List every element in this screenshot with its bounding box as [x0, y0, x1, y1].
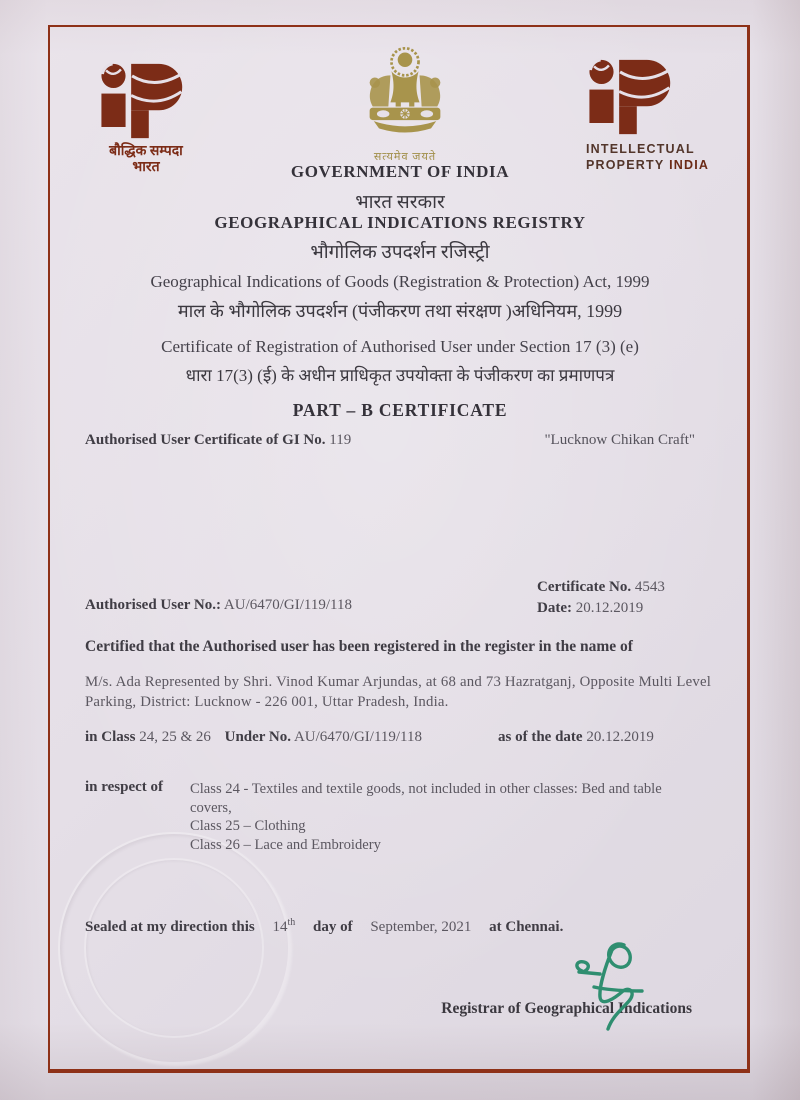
- section-title-hi: धारा 17(3) (ई) के अधीन प्राधिकृत उपयोक्ता के पंजीकरण का प्रमाणपत्र: [185, 366, 615, 385]
- certificate-number-line: [537, 577, 665, 598]
- as-of-date-label: as of the date: [498, 729, 583, 745]
- sealed-day-ordinal: th: [287, 917, 296, 928]
- embossed-seal: [58, 832, 290, 1064]
- sealed-prefix: Sealed at my direction this: [85, 919, 255, 935]
- date-label: Date:: [537, 600, 572, 616]
- authorised-user-number-row: [85, 597, 352, 614]
- authorised-user-no-label: Authorised User No.:: [85, 597, 221, 613]
- sealed-month: September, 2021: [370, 919, 472, 935]
- logo-caption-hindi-line1: बौद्धिक सम्पदा: [109, 144, 183, 159]
- embossed-seal-inner-ring: [84, 858, 264, 1038]
- authorised-user-no-value: AU/6470/GI/119/118: [223, 597, 352, 613]
- title-government-hi: भारत सरकार: [355, 192, 445, 213]
- registrant-details: M/s. Ada Represented by Shri. Vinod Kumar Arjundas, at 68 and 73 Hazratganj, Opposite Multi Level Parking, District: Lucknow - 226 001, Uttar Pradesh, India.: [85, 674, 712, 710]
- logo-caption-en-line1: INTELLECTUAL: [586, 142, 695, 156]
- certified-statement: Certified that the Authorised user has been registered in the register in the name of: [85, 638, 633, 655]
- logo-caption-en-line2: PROPERTY INDIA: [586, 158, 710, 172]
- in-respect-of-label: in respect of: [85, 779, 164, 795]
- respect-item-class-24: Class 24 - Textiles and textile goods, not included in other classes: Bed and table covers,: [190, 781, 662, 816]
- ashoka-emblem-icon: [353, 42, 457, 142]
- sealed-day-of-label: day of: [313, 919, 353, 935]
- national-emblem: [346, 42, 464, 164]
- date-value: 20.12.2019: [575, 600, 644, 616]
- ip-logo-icon: [586, 58, 682, 136]
- part-b-title: PART – B CERTIFICATE: [292, 400, 508, 420]
- class-row: [85, 729, 730, 746]
- respect-item-class-26: Class 26 – Lace and Embroidery: [190, 836, 381, 853]
- title-registry-hi: भौगोलिक उपदर्शन रजिस्ट्री: [310, 242, 490, 263]
- certificate-number-block: [537, 577, 665, 619]
- emblem-motto: सत्यमेव जयते: [373, 151, 437, 163]
- title-government-en: GOVERNMENT OF INDIA: [290, 162, 510, 181]
- under-no-label: Under No.: [224, 729, 292, 745]
- gi-name: "Lucknow Chikan Craft": [544, 432, 695, 448]
- gi-number-label: Authorised User Certificate of GI No.: [85, 432, 326, 448]
- certificate-no-value: 4543: [634, 579, 665, 595]
- in-class-value: 24, 25 & 26: [139, 729, 211, 745]
- as-of-date-value: 20.12.2019: [586, 729, 654, 745]
- under-no-value: AU/6470/GI/119/118: [293, 729, 423, 745]
- as-of-date-group: [498, 729, 654, 746]
- act-title-en: Geographical Indications of Goods (Registration & Protection) Act, 1999: [150, 272, 650, 291]
- certificate-no-label: Certificate No.: [537, 579, 632, 595]
- signature-scribble: [570, 941, 670, 1041]
- ip-india-logo-left: [78, 62, 214, 176]
- in-respect-of-items: [190, 780, 702, 854]
- gi-number-value: 119: [329, 432, 352, 448]
- respect-item-class-25: Class 25 – Clothing: [190, 818, 306, 834]
- in-class-label: in Class: [85, 729, 136, 745]
- section-title-en: Certificate of Registration of Authorised User under Section 17 (3) (e): [161, 337, 639, 356]
- ip-india-logo-right: [586, 58, 738, 173]
- sealed-statement: [85, 917, 563, 936]
- sealed-city: at Chennai.: [489, 919, 564, 935]
- ip-logo-icon: [98, 62, 194, 140]
- logo-caption-en-india: INDIA: [669, 158, 710, 172]
- registrar-title: Registrar of Geographical Indications: [441, 1000, 692, 1017]
- title-registry-en: GEOGRAPHICAL INDICATIONS REGISTRY: [214, 213, 586, 232]
- act-title-hi: माल के भौगोलिक उपदर्शन (पंजीकरण तथा संरक्षण )अधिनियम, 1999: [177, 301, 623, 321]
- certificate-date-line: [537, 598, 665, 619]
- sealed-day: 14th: [272, 917, 296, 935]
- logo-caption-hindi-line2: भारत: [132, 160, 160, 175]
- gi-number-row: [85, 432, 700, 449]
